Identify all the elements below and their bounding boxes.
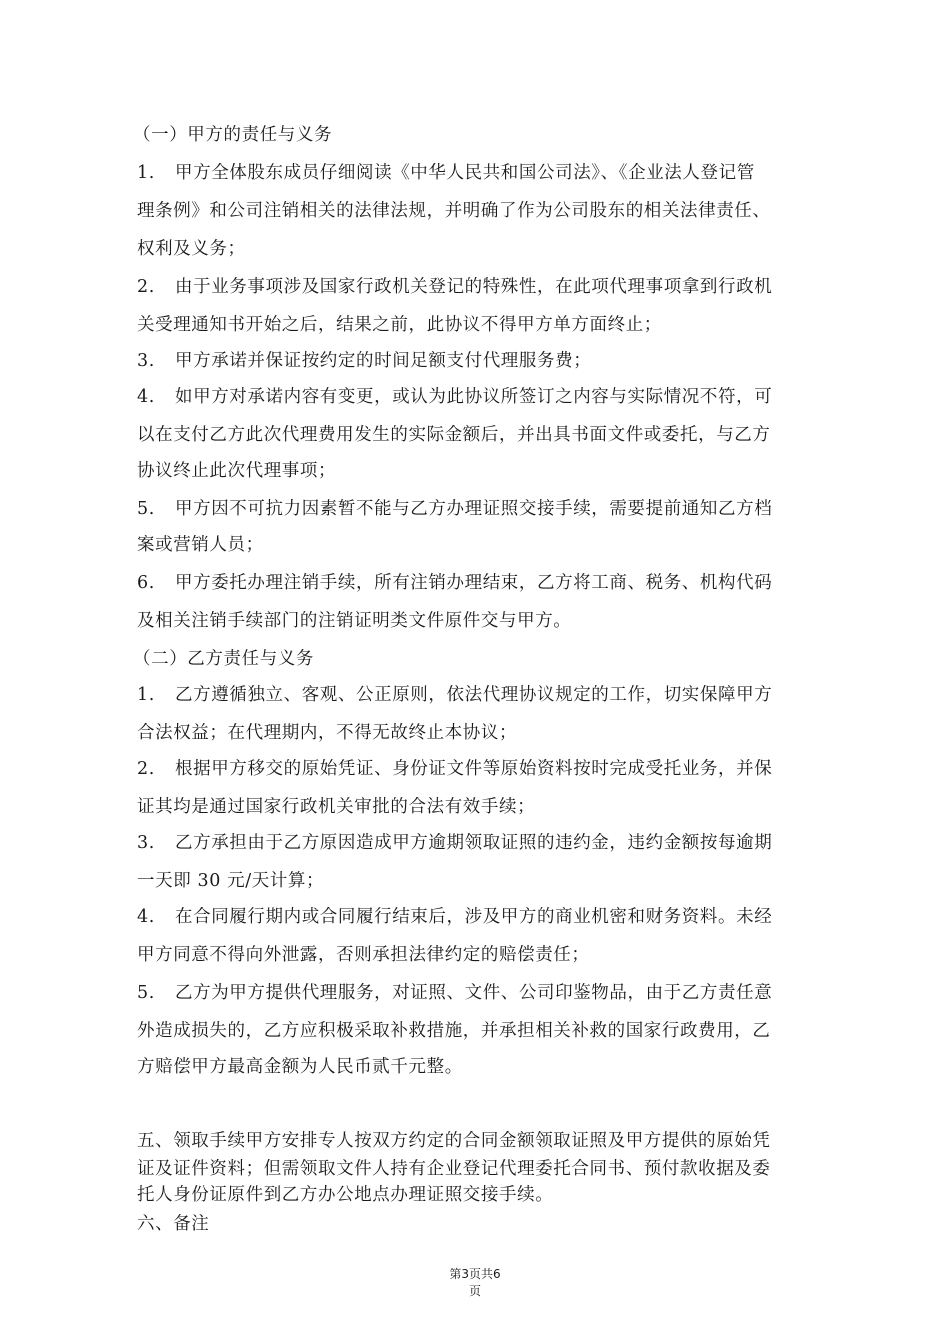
- item-text: 如甲方对承诺内容有变更，或认为此协议所签订之内容与实际情况不符，可: [175, 387, 773, 407]
- item-text: 乙方遵循独立、客观、公正原则，依法代理协议规定的工作，切实保障甲方: [175, 685, 773, 705]
- section-5-text: 托人身份证原件到乙方办公地点办理证照交接手续。: [137, 1185, 554, 1205]
- list-item: [137, 831, 772, 855]
- item-number: 1.: [137, 685, 155, 705]
- item-text: 理条例》和公司注销相关的法律法规，并明确了作为公司股东的相关法律责任、: [137, 201, 771, 221]
- item-text: 根据甲方移交的原始凭证、身份证文件等原始资料按时完成受托业务，并保: [175, 759, 773, 779]
- section-6-heading: 六、备注: [137, 1214, 210, 1234]
- section-5-text: 五、领取手续甲方安排专人按双方约定的合同金额领取证照及甲方提供的原始凭: [137, 1131, 771, 1151]
- item-text: 一天即 30 元/天计算；: [137, 871, 325, 891]
- list-item: [137, 571, 772, 595]
- section-5-text: 证及证件资料；但需领取文件人持有企业登记代理委托合同书、预付款收据及委: [137, 1159, 771, 1179]
- list-item: [137, 905, 772, 929]
- item-number: 4.: [137, 387, 155, 407]
- list-item: [137, 757, 772, 781]
- section-1-heading: （一）甲方的责任与义务: [133, 125, 333, 145]
- list-item: [137, 161, 755, 185]
- item-text: 甲方承诺并保证按约定的时间足额支付代理服务费；: [175, 351, 592, 371]
- item-text: 外造成损失的，乙方应积极采取补救措施，并承担相关补救的国家行政费用，乙: [137, 1021, 771, 1041]
- item-text: 由于业务事项涉及国家行政机关登记的特殊性，在此项代理事项拿到行政机: [175, 277, 773, 297]
- item-number: 2.: [137, 277, 155, 297]
- item-text: 在合同履行期内或合同履行结束后，涉及甲方的商业机密和财务资料。未经: [175, 907, 773, 927]
- list-item: [137, 981, 772, 1005]
- list-item: [137, 385, 772, 409]
- item-number: 3.: [137, 833, 155, 853]
- section-2-heading: （二）乙方责任与义务: [133, 649, 314, 669]
- item-text: 合法权益；在代理期内，不得无故终止本协议；: [137, 723, 518, 743]
- item-number: 6.: [137, 573, 155, 593]
- item-number: 2.: [137, 759, 155, 779]
- item-text: 以在支付乙方此次代理费用发生的实际金额后，并出具书面文件或委托，与乙方: [137, 425, 771, 445]
- list-item: [137, 275, 772, 299]
- list-item: [137, 349, 591, 373]
- item-number: 5.: [137, 983, 155, 1003]
- item-text: 及相关注销手续部门的注销证明类文件原件交与甲方。: [137, 611, 572, 631]
- item-text: 证其均是通过国家行政机关审批的合法有效手续；: [137, 797, 536, 817]
- item-number: 4.: [137, 907, 155, 927]
- item-text: 甲方委托办理注销手续，所有注销办理结束，乙方将工商、税务、机构代码: [175, 573, 773, 593]
- item-number: 3.: [137, 351, 155, 371]
- item-text: 甲方全体股东成员仔细阅读《中华人民共和国公司法》、《企业法人登记管: [175, 163, 755, 183]
- item-number: 1.: [137, 163, 155, 183]
- item-text: 关受理通知书开始之后，结果之前，此协议不得甲方单方面终止；: [137, 315, 662, 335]
- item-text: 乙方承担由于乙方原因造成甲方逾期领取证照的违约金，违约金额按每逾期: [175, 833, 773, 853]
- item-text: 权利及义务；: [137, 239, 246, 259]
- item-text: 乙方为甲方提供代理服务，对证照、文件、公司印鉴物品，由于乙方责任意: [175, 983, 773, 1003]
- page-number: 第3页共6: [449, 1267, 501, 1281]
- item-text: 甲方同意不得向外泄露，否则承担法律约定的赔偿责任；: [137, 945, 590, 965]
- item-text: 甲方因不可抗力因素暂不能与乙方办理证照交接手续，需要提前通知乙方档: [175, 499, 773, 519]
- item-number: 5.: [137, 499, 155, 519]
- list-item: [137, 497, 772, 521]
- list-item: [137, 683, 772, 707]
- item-text: 方赔偿甲方最高金额为人民币贰千元整。: [137, 1057, 463, 1077]
- item-text: 协议终止此次代理事项；: [137, 461, 337, 481]
- item-text: 案或营销人员；: [137, 535, 264, 555]
- page-number-continued: 页: [468, 1284, 481, 1298]
